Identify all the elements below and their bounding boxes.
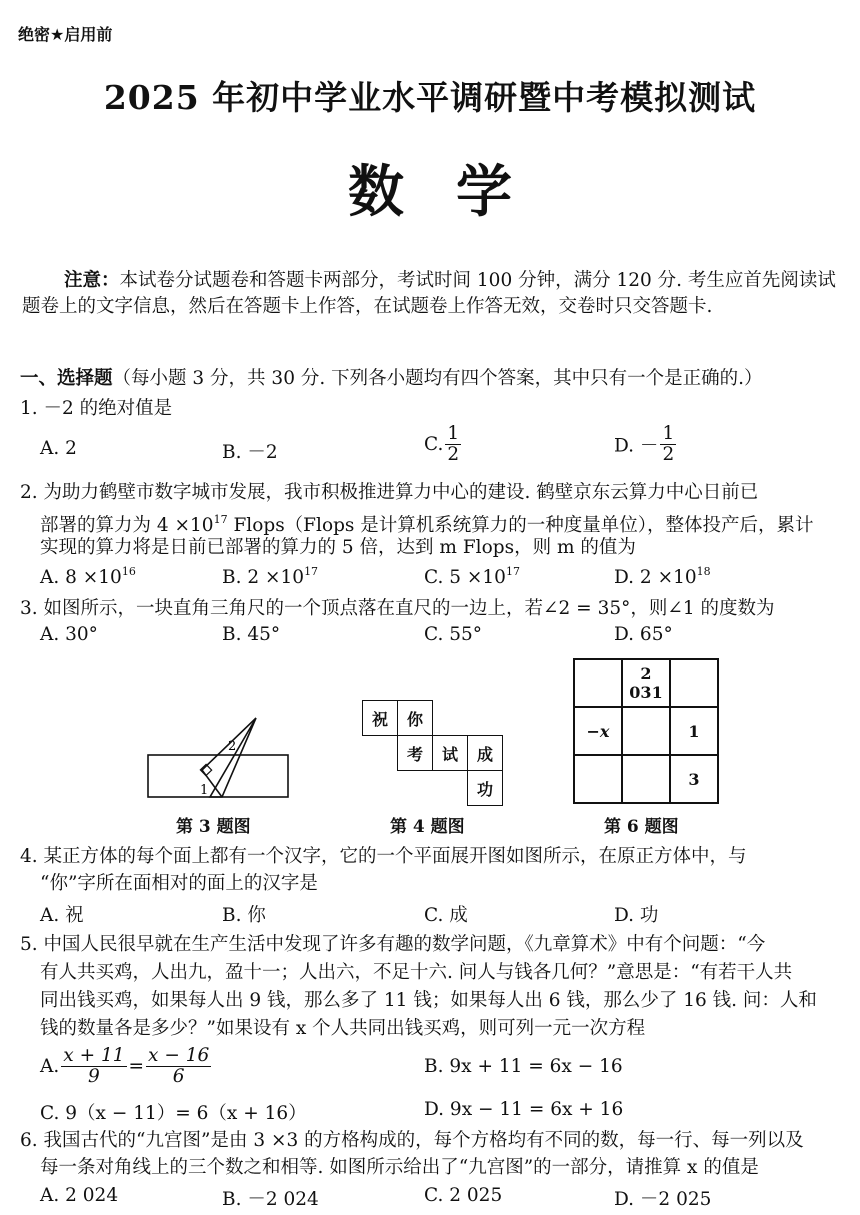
q6-option-a: A. 2 024 xyxy=(40,1185,119,1206)
grid-cell: 2 031 xyxy=(622,659,670,707)
angle-1-label: 1 xyxy=(200,783,209,798)
q3-option-c: C. 55° xyxy=(424,624,483,645)
section-heading xyxy=(20,366,850,392)
fig3-caption: 第 3 题图 xyxy=(176,817,251,837)
net-cell: 祝 xyxy=(363,701,398,736)
q3-option-d: D. 65° xyxy=(614,624,673,645)
q5-a-num1: x + 11 xyxy=(63,1045,125,1066)
q4-option-a: A. 祝 xyxy=(40,905,84,926)
secret-mark: 绝密★启用前 xyxy=(18,25,113,44)
q2-c-exp: 17 xyxy=(505,565,520,578)
q5-option-c: C. 9（x − 11）= 6（x + 16） xyxy=(40,1103,307,1124)
exam-title: 2025 年初中学业水平调研暨中考模拟测试 xyxy=(103,78,757,117)
q2-line1: 2. 为助力鹤壁市数字城市发展，我市积极推进算力中心的建设. 鹤壁京东云算力中心日前已 xyxy=(20,482,759,503)
q5-a-num2: x − 16 xyxy=(148,1045,210,1066)
q1-c-fraction xyxy=(445,424,461,465)
grid-cell: −x xyxy=(574,707,622,755)
q1-c-num: 1 xyxy=(447,423,460,444)
net-cell: 你 xyxy=(398,701,433,736)
net-cell: 功 xyxy=(468,771,503,806)
q2-c-base: C. 5 ×10 xyxy=(424,567,506,588)
q1-d-prefix: D. － xyxy=(614,435,659,457)
q2-a-base: A. 8 ×10 xyxy=(40,567,122,588)
section-desc: （每小题 3 分，共 30 分. 下列各小题均有四个答案，其中只有一个是正确的.） xyxy=(112,368,763,389)
grid-cell: 3 xyxy=(670,755,718,803)
q2-b-exp: 17 xyxy=(304,565,319,578)
q2-option-b xyxy=(222,565,318,588)
q2-b-base: B. 2 ×10 xyxy=(222,567,305,588)
q1-option-a: A. 2 xyxy=(40,438,77,459)
q2-line2-b: Flops（Flops 是计算机系统算力的一种度量单位），整体投产后，累计 xyxy=(227,515,814,536)
q1-option-b: B. －2 xyxy=(222,442,278,463)
fig6-magic-square xyxy=(573,658,719,804)
q3-option-a: A. 30° xyxy=(40,624,98,645)
q6-line2: 每一条对角线上的三个数之和相等. 如图所示给出了“九宫图”的一部分，请推算 x 的值是 xyxy=(40,1157,759,1178)
q6-option-c: C. 2 025 xyxy=(424,1185,503,1206)
q1-d-den: 2 xyxy=(662,444,675,465)
fig3-ruler-triangle xyxy=(140,710,300,805)
triangle-leg xyxy=(202,718,256,797)
q5-a-frac2 xyxy=(146,1046,211,1087)
q1-option-d xyxy=(614,424,678,465)
q1-stem: 1. －2 的绝对值是 xyxy=(20,398,173,419)
q5-line4: 钱的数量各是多少？”如果设有 x 个人共同出钱买鸡，则可列一元一次方程 xyxy=(40,1018,646,1039)
q2-line3: 实现的算力将是日前已部署的算力的 5 倍，达到 m Flops，则 m 的值为 xyxy=(40,537,636,558)
q4-line2: “你”字所在面相对的面上的汉字是 xyxy=(40,873,318,894)
q1-d-num: 1 xyxy=(662,423,675,444)
q4-option-d: D. 功 xyxy=(614,905,659,926)
notice-label: 注意： xyxy=(64,270,120,291)
q3-stem: 3. 如图所示，一块直角三角尺的一个顶点落在直尺的一边上，若∠2 = 35°，则∠1 的度数为 xyxy=(20,598,775,619)
fig4-cube-net xyxy=(362,700,503,806)
grid-cell: 1 xyxy=(670,707,718,755)
q2-line2-exp: 17 xyxy=(213,513,228,526)
q2-option-c xyxy=(424,565,520,588)
q5-a-prefix: A. xyxy=(40,1056,60,1077)
q2-option-d xyxy=(614,565,711,588)
q5-option-b: B. 9x + 11 = 6x − 16 xyxy=(424,1056,623,1077)
q1-d-fraction xyxy=(660,424,676,465)
q5-line3: 同出钱买鸡，如果每人出 9 钱，那么多了 11 钱；如果每人出 6 钱，那么少了 16 钱. 问：人和 xyxy=(40,990,817,1011)
net-cell: 试 xyxy=(433,736,468,771)
fig6-caption: 第 6 题图 xyxy=(604,817,679,837)
q2-option-a xyxy=(40,565,136,588)
q2-d-base: D. 2 ×10 xyxy=(614,567,697,588)
net-cell: 成 xyxy=(468,736,503,771)
q5-a-den1: 9 xyxy=(87,1066,100,1087)
q6-option-d: D. －2 025 xyxy=(614,1189,712,1210)
q5-a-eq: = xyxy=(128,1056,145,1077)
q5-line2: 有人共买鸡，人出九，盈十一；人出六，不足十六. 问人与钱各几何？”意思是：“有若干人共 xyxy=(40,962,793,983)
q6-option-b: B. －2 024 xyxy=(222,1189,319,1210)
q2-a-exp: 16 xyxy=(121,565,136,578)
q2-d-exp: 18 xyxy=(696,565,711,578)
q4-line1: 4. 某正方体的每个面上都有一个汉字，它的一个平面展开图如图所示，在原正方体中，与 xyxy=(20,846,747,867)
notice-text: 本试卷分试题卷和答题卡两部分，考试时间 100 分钟，满分 120 分. 考生应首先阅读试题卷上的文字信息，然后在答题卡上作答，在试题卷上作答无效，交卷时只交答题卡. xyxy=(22,270,836,317)
section-title: 一、选择题 xyxy=(20,368,113,389)
q4-option-c: C. 成 xyxy=(424,905,468,926)
net-cell: 考 xyxy=(398,736,433,771)
q1-option-c xyxy=(424,424,463,465)
q2-line2-a: 部署的算力为 4 ×10 xyxy=(40,515,214,536)
q1-c-prefix: C. xyxy=(424,434,444,455)
angle-2-label: 2 xyxy=(228,739,237,754)
q6-line1: 6. 我国古代的“九宫图”是由 3 ×3 的方格构成的，每个方格均有不同的数，每一行、每一列以及 xyxy=(20,1130,804,1151)
q4-option-b: B. 你 xyxy=(222,905,266,926)
fig4-caption: 第 4 题图 xyxy=(390,817,465,837)
q1-c-den: 2 xyxy=(447,444,460,465)
q5-a-frac1 xyxy=(61,1046,126,1087)
triangle-outline xyxy=(210,718,256,797)
q5-line1: 5. 中国人民很早就在生产生活中发现了许多有趣的数学问题，《九章算术》中有个问题：“今 xyxy=(20,934,766,955)
q3-option-b: B. 45° xyxy=(222,624,281,645)
q5-a-den2: 6 xyxy=(172,1066,185,1087)
q5-option-a xyxy=(40,1046,213,1087)
subject-title: 数学 xyxy=(348,159,564,225)
q5-option-d: D. 9x − 11 = 6x + 16 xyxy=(424,1099,624,1120)
notice xyxy=(22,268,842,320)
